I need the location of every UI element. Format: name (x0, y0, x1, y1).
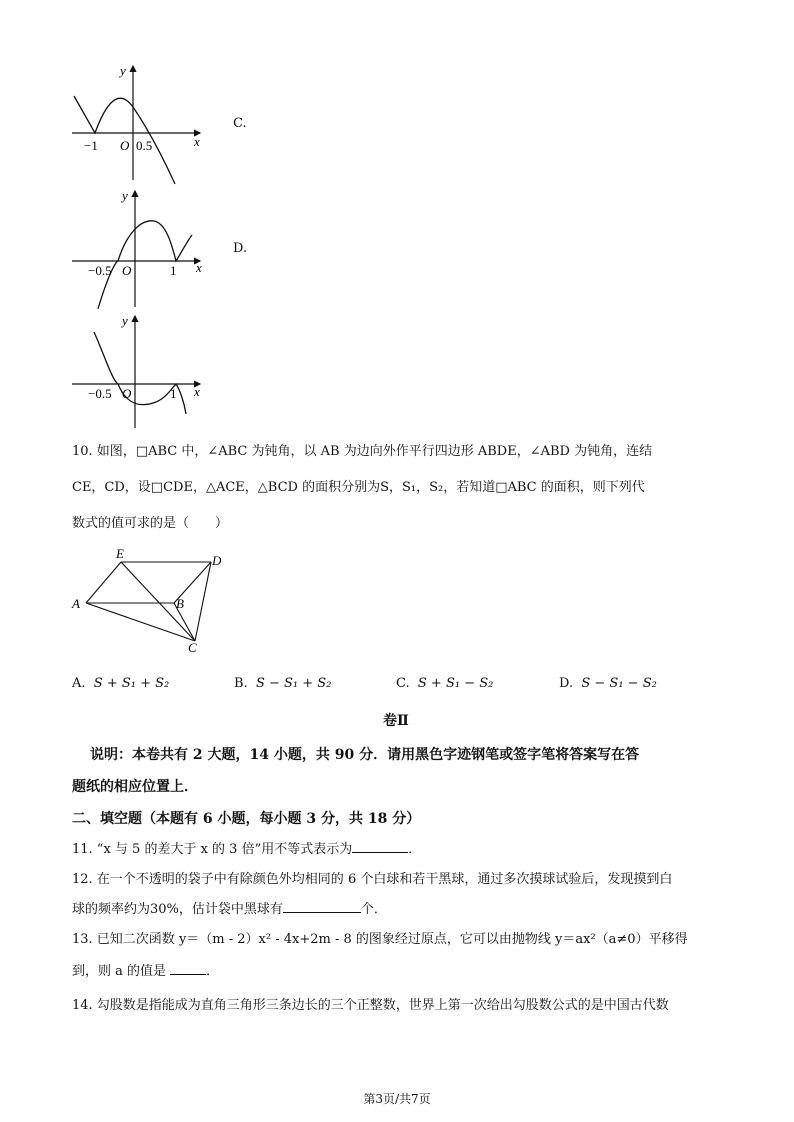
page-footer: 第3页/共7页 (363, 1092, 431, 1106)
tick-left: −1 (84, 138, 98, 153)
q10-option-b: B. S − S₁ + S₂ (234, 676, 332, 691)
section-title: 卷Ⅱ (383, 713, 409, 729)
tick-right: 1 (170, 386, 177, 401)
curve (94, 332, 186, 414)
origin-label: O (122, 263, 132, 278)
point-a: A (72, 596, 80, 611)
q10-line3: 数式的值可求的是（ ） (72, 516, 229, 531)
q10-line2: CE，CD，设□CDE，△ACE，△BCD 的面积分别为S，S₁，S₂，若知道□ABC 的面积，则下列代 (72, 480, 645, 495)
q13-line2: 到，则 a 的值是 ． (72, 964, 220, 979)
q10-option-c: C. S + S₁ − S₂ (396, 676, 494, 691)
tick-right: 1 (170, 263, 177, 278)
x-label: x (194, 384, 200, 399)
tick-right: 0.5 (136, 138, 153, 153)
point-c: C (188, 640, 197, 655)
point-e: E (116, 546, 124, 561)
q11: 11. “x 与 5 的差大于 x 的 3 倍”用不等式表示为 ． (72, 842, 422, 857)
q12-line1: 12. 在一个不透明的袋子中有除颜色外均相同的 6 个白球和若干黑球，通过多次摸球试验后，发现摸到白 (72, 872, 673, 887)
q10-option-c-expr: S + S₁ − S₂ (417, 676, 494, 691)
q10-figure (64, 545, 234, 660)
graph-extra (60, 310, 220, 430)
q13-line1: 13. 已知二次函数 y＝（m - 2）x² - 4x+2m - 8 的图象经过原点，它可以由抛物线 y＝ax²（a≠0）平移得 (72, 932, 688, 947)
curve (98, 221, 192, 309)
q10-option-b-expr: S − S₁ + S₂ (255, 676, 332, 691)
q10-option-d: D. S − S₁ − S₂ (559, 676, 657, 691)
graph-option-d (60, 185, 220, 310)
curve-top (95, 106, 175, 184)
option-d-label: D. (233, 241, 248, 256)
section-heading: 二、填空题（本题有 6 小题，每小题 3 分，共 18 分） (72, 811, 421, 827)
option-c-label: C. (233, 116, 247, 131)
q10-option-a-expr: S + S₁ + S₂ (93, 676, 170, 691)
tick-left: −0.5 (88, 263, 112, 278)
q10-line1: 10. 如图，□ABC 中，∠ABC 为钝角，以 AB 为边向外作平行四边形 ABDE，∠ABD 为钝角，连结 (72, 444, 653, 459)
y-label: y (122, 313, 128, 328)
x-label: x (194, 134, 200, 149)
q14-line1: 14. 勾股数是指能成为直角三角形三条边长的三个正整数，世界上第一次给出勾股数公式的是中国古代数 (72, 998, 669, 1013)
x-label: x (196, 260, 202, 275)
section-note-line2: 题纸的相应位置上． (72, 779, 198, 795)
graph-option-c (60, 60, 220, 185)
origin-label: O (122, 386, 132, 401)
tick-left: −0.5 (88, 386, 112, 401)
y-label: y (122, 188, 128, 203)
origin-label: O (120, 138, 130, 153)
q12-line2: 球的频率约为30%，估计袋中黑球有 个． (72, 902, 387, 917)
section-note-line1: 说明：本卷共有 2 大题，14 小题，共 90 分．请用黑色字迹钢笔或签字笔将答案写在答 (90, 747, 640, 763)
y-label: y (120, 63, 126, 78)
point-b: B (176, 596, 184, 611)
q11-answer-blank[interactable] (352, 840, 408, 853)
point-d: D (212, 553, 222, 568)
q10-option-d-expr: S − S₁ − S₂ (581, 676, 657, 691)
q10-option-a: A. S + S₁ + S₂ (72, 676, 170, 691)
q13-answer-blank[interactable] (170, 962, 206, 975)
q12-answer-blank[interactable] (283, 900, 361, 913)
